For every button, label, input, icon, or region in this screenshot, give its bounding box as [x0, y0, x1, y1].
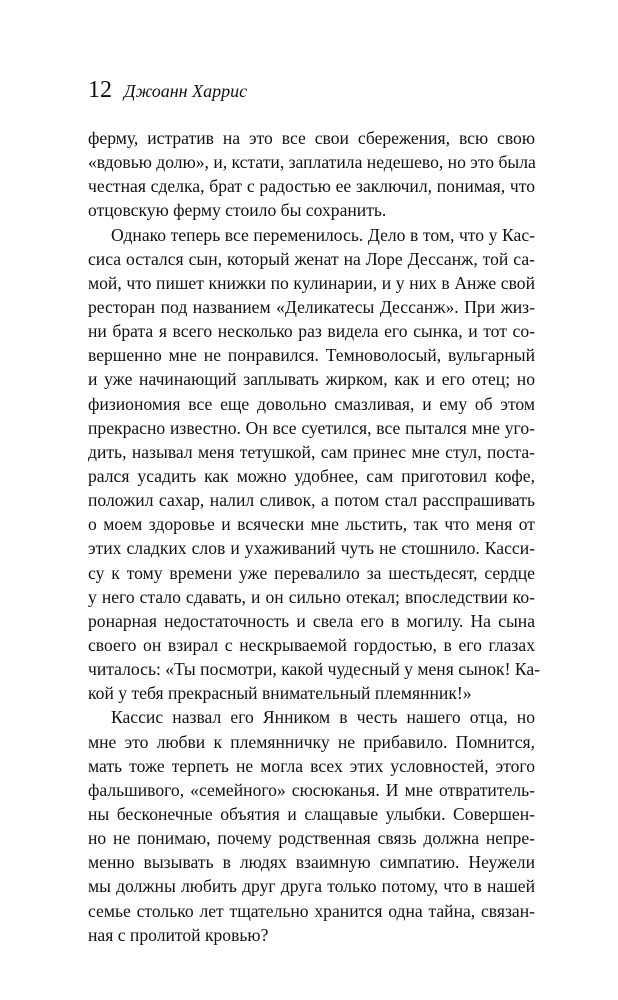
text-line: мы должны любить друг друга только потому, что в нашей	[88, 876, 535, 897]
text-line: мой, что пишет книжки по кулинарии, и у них в Анже свой	[88, 272, 535, 293]
text-line: Однако теперь все переменилось. Дело в том, что у Кас-	[111, 224, 535, 245]
text-line: этих сладких слов и ухаживаний чуть не стошнило. Касси-	[88, 538, 535, 559]
text-line: о моем здоровье и всячески мне льстить, так что меня от	[88, 514, 535, 535]
text-line: отцовскую ферму стоило бы сохранить.	[88, 200, 387, 221]
page-number: 12	[88, 77, 112, 103]
text-line: положил сахар, налил сливок, а потом стал расспрашивать	[88, 490, 535, 511]
text-line: су к тому времени уже перевалило за шестьдесят, сердце	[88, 562, 535, 583]
text-line: читалось: «Ты посмотри, какой чудесный у меня сынок! Ка-	[88, 659, 541, 680]
text-line: ни брата я всего несколько раз видела его сынка, и тот со-	[88, 321, 535, 342]
running-title-author: Джоанн Харрис	[124, 81, 248, 101]
text-line: семье столько лет тщательно хранится одна тайна, связан-	[88, 900, 535, 921]
text-line: физиономия все еще довольно смазливая, и ему об этом	[88, 393, 535, 414]
text-line: вершенно мне не понравился. Темноволосый, вульгарный	[88, 345, 535, 366]
text-line: менно вызывать в людях взаимную симпатию. Неужели	[88, 852, 535, 873]
text-line: честная сделка, брат с радостью ее заключил, понимая, что	[88, 176, 535, 197]
text-line: сиса остался сын, который женат на Лоре Дессанж, той са-	[88, 248, 535, 269]
running-header	[88, 78, 247, 102]
body-text	[88, 126, 541, 947]
text-line: и уже начинающий заплывать жирком, как и его отец; но	[88, 369, 535, 390]
text-line: «вдовью долю», и, кстати, заплатила недешево, но это была	[88, 152, 536, 173]
text-line: Кассис назвал его Янником в честь нашего отца, но	[111, 707, 535, 728]
text-line: кой у тебя прекрасный внимательный племянник!»	[88, 683, 472, 704]
text-line: своего он взирал с нескрываемой гордостью, в его глазах	[88, 634, 535, 655]
paragraph	[88, 705, 535, 946]
paragraph	[88, 126, 535, 223]
text-line: ны бесконечные объятия и слащавые улыбки. Совершен-	[88, 803, 535, 824]
text-line: у него стало сдавать, и он сильно отекал; впоследствии ко-	[88, 586, 535, 607]
text-line: мне это любви к племянничку не прибавило. Помнится,	[88, 731, 535, 752]
text-line: фальшивого, «семейного» сюсюканья. И мне отвратитель-	[88, 779, 535, 800]
text-line: дить, называл меня тетушкой, сам принес мне стул, поста-	[88, 441, 535, 462]
text-line: прекрасно известно. Он все суетился, все пытался мне уго-	[88, 417, 535, 438]
text-line: ресторан под названием «Деликатесы Дессанж». При жиз-	[88, 296, 535, 317]
text-line: мать тоже терпеть не могла всех этих условностей, этого	[88, 755, 535, 776]
text-line: ронарная недостаточность и свела его в могилу. На сына	[88, 610, 535, 631]
paragraph	[88, 223, 541, 706]
text-line: рался усадить как можно удобнее, сам приготовил кофе,	[88, 465, 535, 486]
text-line: ная с пролитой кровью?	[88, 924, 269, 945]
text-line: ферму, истратив на это все свои сбережения, всю свою	[88, 128, 535, 148]
text-line: но не понимаю, почему родственная связь должна непре-	[88, 828, 535, 849]
